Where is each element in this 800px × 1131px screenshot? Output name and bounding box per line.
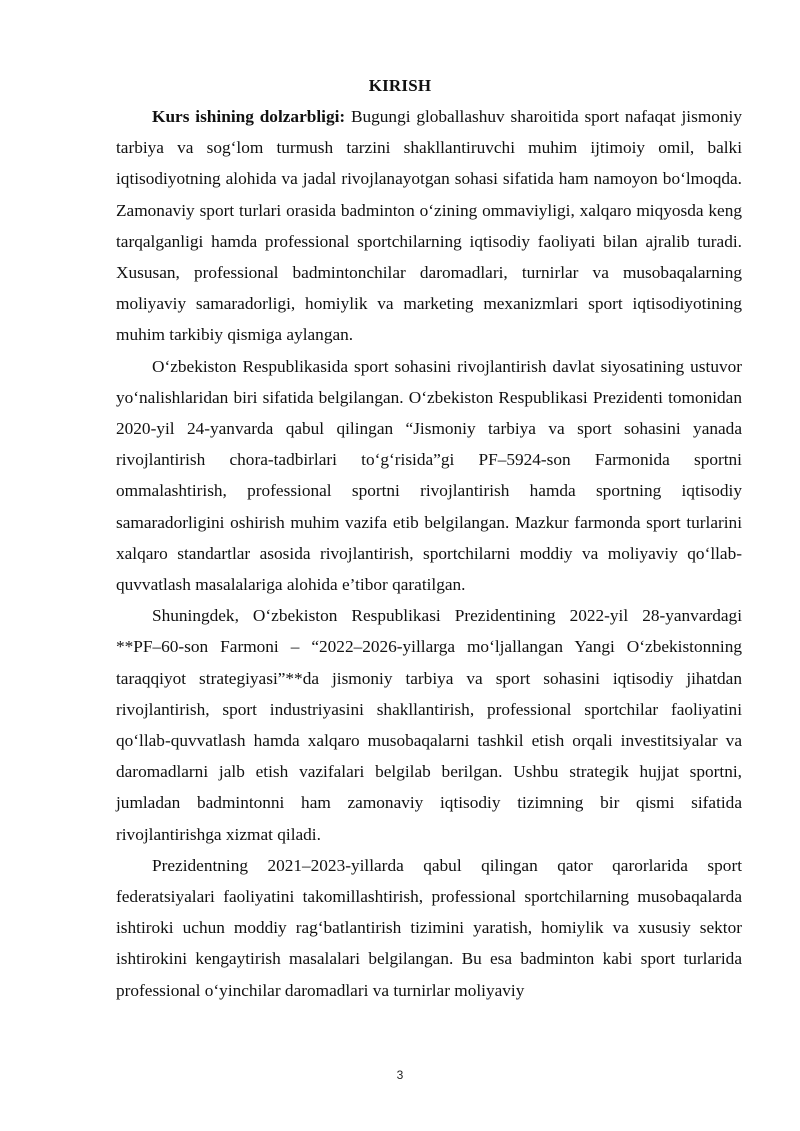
section-heading: KIRISH <box>368 76 432 95</box>
paragraph-text: Shuningdek, O‘zbekiston Respublikasi Prezidentining 2022-yil 28-yanvardagi **PF–60-son Farmoni – “2022–2026-yillarga mo‘ljallangan Yangi O‘zbekistonning taraqqiyot strategiyasi”**da jismoniy tarbiya va sport sohasini iqtisodiy jihatdan rivojlantirish, sport industriyasini shakllantirish, professional sportchilar faoliyatini qo‘llab-quvvatlash hamda xalqaro musobaqalarni tashkil etish orqali investitsiyalar va daromadlarni jalb etish vazifalari belgilab berilgan. Ushbu strategik hujjat sportni, jumladan badmintonni ham zamonaviy iqtisodiy tizimning bir qismi sifatida rivojlantirishga xizmat qiladi. <box>116 606 742 844</box>
body-text <box>116 101 742 1006</box>
paragraph-strategy <box>116 600 742 850</box>
paragraph-text: O‘zbekiston Respublikasida sport sohasini rivojlantirish davlat siyosatining ustuvor yo‘nalishlaridan biri sifatida belgilangan. O‘zbekiston Respublikasi Prezidenti tomonidan 2020-yil 24-yanvarda qabul qilingan “Jismoniy tarbiya va sport sohasini yanada rivojlantirish chora-tadbirlari to‘g‘risida”gi PF–5924-son Farmonida sportni ommalashtirish, professional sportni rivojlantirish hamda sportning iqtisodiy samaradorligini oshirish muhim vazifa etib belgilangan. Mazkur farmonda sport turlarini xalqaro standartlar asosida rivojlantirish, sportchilarni moddiy va moliyaviy qo‘llab-quvvatlash masalalariga alohida e’tibor qaratilgan. <box>116 356 742 595</box>
paragraph-state-policy <box>116 351 742 601</box>
paragraph-text: Bugungi globallashuv sharoitida sport nafaqat jismoniy tarbiya va sog‘lom turmush tarzini shakllantiruvchi muhim ijtimoiy omil, balki iqtisodiyotning alohida va jadal rivojlanayotgan sohasi sifatida ham namoyon bo‘lmoqda. Zamonaviy sport turlari orasida badminton o‘zining ommaviyligi, xalqaro miqyosda keng tarqalganligi hamda professional sportchilarning iqtisodiy faoliyati bilan ajralib turadi. Xususan, professional badmintonchilar daromadlari, turnirlar va musobaqalarning moliyaviy samaradorligi, homiylik va marketing mexanizmlari sport iqtisodiyotining muhim tarkibiy qismiga aylangan. <box>116 107 742 345</box>
paragraph-relevance <box>116 101 742 351</box>
paragraph-text: Prezidentning 2021–2023-yillarda qabul qilingan qator qarorlarida sport federatsiyalari faoliyatini takomillashtirish, professional sportchilarning musobaqalarda ishtiroki uchun moddiy rag‘batlantirish tizimini yaratish, homiylik va xususiy sektor ishtirokini kengaytirish masalalari belgilangan. Bu esa badminton kabi sport turlarida professional o‘yinchilar daromadlari va turnirlar moliyaviy <box>116 855 742 1000</box>
page-number: 3 <box>396 1068 404 1082</box>
paragraph-resolutions <box>116 850 742 1006</box>
paragraph-lead: Kurs ishining dolzarbligi: <box>152 107 346 126</box>
